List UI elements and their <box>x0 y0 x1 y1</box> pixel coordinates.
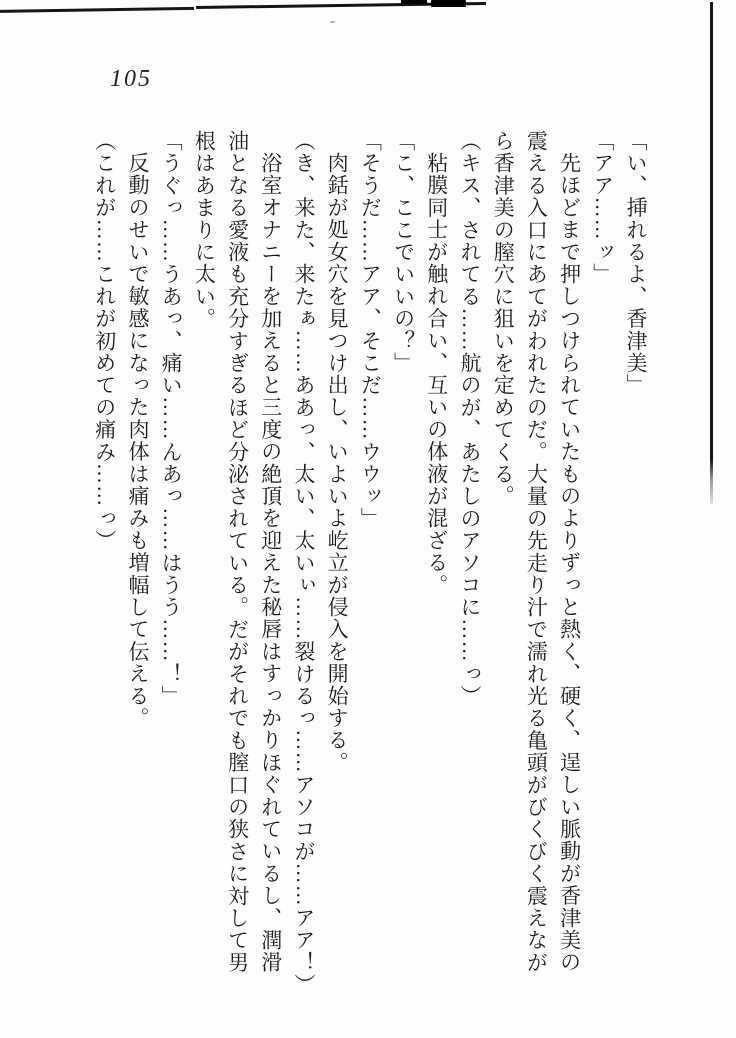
scan-ink-blob <box>401 0 427 4</box>
text-column: （き、来た、来たぁ……ああっ、太い、太いぃ……裂けるっ……アソコが……アア！） <box>291 130 316 996</box>
scan-speck <box>330 21 335 23</box>
text-column: 根はあまりに太い。 <box>192 130 217 330</box>
text-column: 肉銛が処女穴を見つけ出し、いよいよ屹立が侵入を開始する。 <box>325 152 350 774</box>
text-column: 粘膜同士が触れ合い、互いの体液が混ざる。 <box>424 152 449 596</box>
text-column: 反動のせいで敏感になった肉体は痛みも増幅して伝える。 <box>125 152 150 730</box>
scan-edge-artifact-right <box>710 2 713 504</box>
novel-text-block <box>88 130 652 996</box>
text-column: 震える入口にあてがわれたのだ。大量の先走り汁で濡れ光る亀頭がびくびく震えなが <box>524 130 549 974</box>
text-column: 油となる愛液も充分すぎるほど分泌されている。だがそれでも膣口の狭さに対して男 <box>225 130 250 974</box>
text-column: 「うぐっ……うあっ、痛い……んあっ……はうう……！」 <box>159 130 184 708</box>
text-column: 「アア……ッ」 <box>590 130 615 286</box>
text-column: 先ほどまで押しつけられていたものよりずっと熱く、硬く、逞しい脈動が香津美の <box>557 152 582 974</box>
text-column: ら香津美の膣穴に狙いを定めてくる。 <box>491 130 516 508</box>
text-column: （これが……これが初めての痛み……っ） <box>92 130 117 552</box>
page-number: 105 <box>110 66 152 92</box>
scan-edge-artifact-top-left <box>0 7 194 13</box>
text-column: （キス、されてる……航のが、あたしのアソコに……っ） <box>457 130 482 708</box>
text-column: 「い、挿れるよ、香津美」 <box>624 130 648 397</box>
text-column: 浴室オナニーを加えると三度の絶頂を迎えた秘唇はすっかりほぐれているし、潤滑 <box>258 152 283 974</box>
text-column: 「そうだ……アア、そこだ……ウウッ」 <box>358 130 383 530</box>
scan-ink-blob <box>431 0 466 7</box>
text-column: 「こ、ここでいいの？」 <box>391 130 416 375</box>
